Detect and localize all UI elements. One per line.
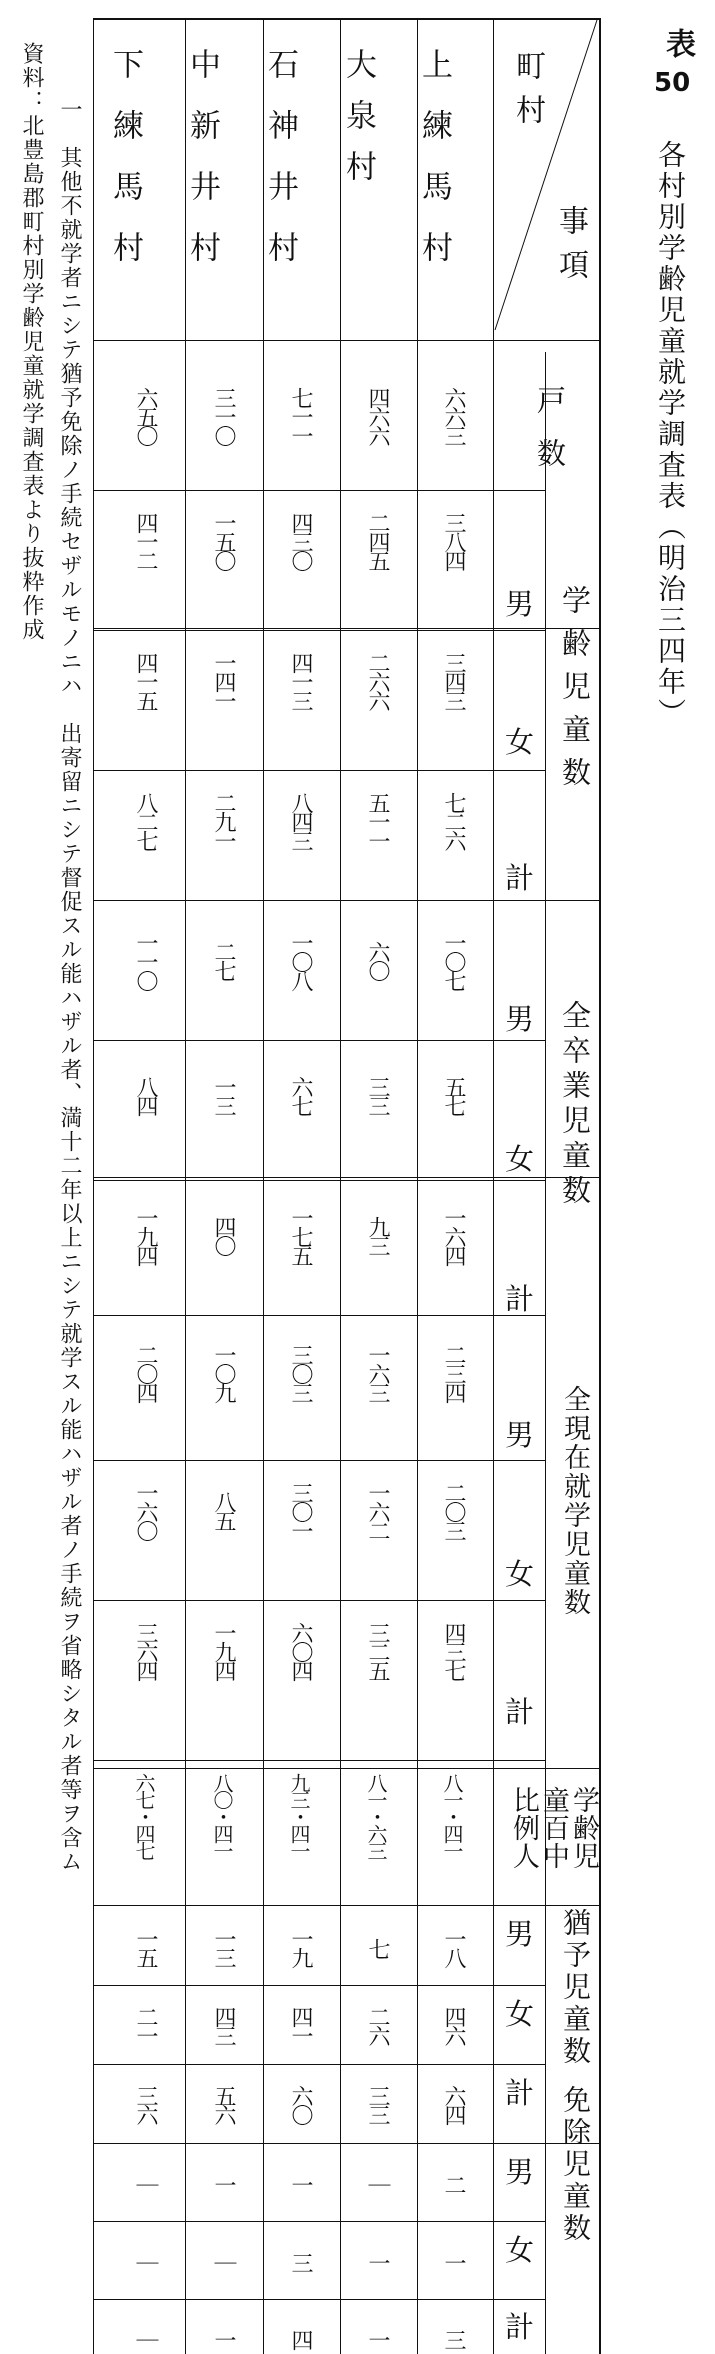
cell-exe-male: 一: [288, 2173, 313, 2193]
cell-exe-female: ｜: [133, 2251, 158, 2271]
source-note: 資料：北豊島郡町村別学齢児童就学調査表より抜粋作成: [19, 42, 44, 642]
cell-grad-male: 一〇八: [288, 931, 313, 989]
cell-enr-total: 六〇四: [288, 1621, 313, 1679]
table-title: 各村別学齢児童就学調査表（明治三四年）: [654, 140, 687, 729]
cell-exe-total: 四: [288, 2328, 313, 2348]
cell-post-male: 一九: [288, 1928, 313, 1966]
cell-grad-total: 九三: [365, 1216, 390, 1254]
table-number: 50: [654, 68, 691, 98]
grad-female-label: 女: [505, 1142, 535, 1176]
cell-grad-total: 四〇: [211, 1216, 236, 1254]
cell-ratio: 八〇・四一: [210, 1772, 234, 1858]
row-border: [93, 1905, 599, 1906]
cell-school-male: 一五〇: [211, 511, 236, 569]
post-male-label: 男: [505, 1917, 535, 1951]
row-border: [93, 490, 545, 491]
row-border: [93, 1460, 545, 1461]
cell-enr-male: 一〇九: [211, 1343, 236, 1401]
cell-grad-total: 一七五: [288, 1206, 313, 1264]
exempted-header: 免除児童数: [559, 2085, 592, 2245]
cell-school-female: 四一三: [288, 651, 313, 709]
cell-exe-total: 一: [211, 2328, 236, 2348]
cell-ratio: 九三・四一: [287, 1772, 311, 1858]
row-border: [93, 1760, 545, 1761]
corner-header-items: 事項: [553, 205, 588, 293]
cell-post-total: 三三: [365, 2085, 390, 2123]
table-label: 表: [660, 28, 695, 58]
cell-school-female: 三四三: [441, 651, 466, 709]
cell-grad-male: 一〇七: [441, 931, 466, 989]
grad-male-label: 男: [505, 1002, 535, 1036]
postponed-header: 猶予児童数: [559, 1908, 592, 2068]
school-age-header: 学齢児童数: [558, 585, 592, 800]
cell-post-male: 一三: [211, 1928, 236, 1966]
footnote: 一 其他不就学者ニシテ猶予免除ノ手続セザルモノニハ 出寄留ニシテ督促スル能ハザル者、満十二年以上ニシテ就学スル能ハザル者ノ手続ヲ省略シタル者等ヲ含ム: [57, 98, 82, 1874]
cell-enr-female: 一六〇: [133, 1481, 158, 1539]
cell-exe-male: 一: [211, 2173, 236, 2193]
village-shimonerima: 下練馬村: [107, 48, 143, 292]
cell-post-female: 四六: [441, 2006, 466, 2044]
cell-households: 六五〇: [133, 386, 158, 444]
exe-male-label: 男: [505, 2155, 535, 2189]
cell-enr-female: 一六二: [365, 1481, 390, 1539]
column-border: [263, 18, 264, 2354]
cell-grad-total: 一九四: [133, 1206, 158, 1264]
ratio-header: 学齢児童百中比例人: [508, 1786, 599, 1870]
village-shakujii: 石神井村: [262, 48, 298, 292]
cell-school-male: 四三〇: [288, 511, 313, 569]
cell-exe-male: 二: [441, 2173, 466, 2193]
row-border: [93, 1600, 545, 1601]
cell-grad-female: 八四: [133, 1076, 158, 1114]
school-male-label: 男: [505, 587, 535, 621]
cell-enr-male: 二三四: [441, 1343, 466, 1401]
cell-exe-female: 三: [288, 2251, 313, 2271]
cell-post-male: 七: [365, 1937, 390, 1957]
cell-grad-total: 一六四: [441, 1206, 466, 1264]
cell-school-male: 四一二: [133, 511, 158, 569]
row-border: [93, 340, 599, 341]
row-border: [93, 1180, 545, 1181]
cell-enr-male: 三〇三: [288, 1343, 313, 1401]
cell-post-total: 六〇: [288, 2085, 313, 2123]
cell-school-female: 四一五: [133, 651, 158, 709]
cell-grad-female: 三三: [365, 1076, 390, 1114]
post-female-label: 女: [505, 1997, 535, 2031]
cell-ratio: 八一・四一: [440, 1772, 464, 1858]
cell-households: 三一〇: [211, 386, 236, 444]
enr-male-label: 男: [505, 1418, 535, 1452]
row-border: [93, 2299, 545, 2300]
cell-exe-female: 一: [365, 2251, 390, 2271]
school-total-label: 計: [505, 861, 535, 895]
column-border: [417, 18, 418, 2354]
cell-enr-total: 一九四: [211, 1621, 236, 1679]
cell-school-female: 一四一: [211, 651, 236, 709]
cell-school-female: 二六六: [365, 651, 390, 709]
cell-enr-total: 四三七: [441, 1621, 466, 1679]
cell-grad-male: 六〇: [365, 941, 390, 979]
cell-exe-total: ｜: [133, 2328, 158, 2348]
row-border: [93, 2064, 545, 2065]
cell-exe-total: 三: [441, 2328, 466, 2348]
row-border: [93, 1985, 545, 1986]
cell-school-total: 五一一: [365, 791, 390, 849]
cell-post-male: 一五: [133, 1928, 158, 1966]
exe-total-label: 計: [505, 2310, 535, 2344]
cell-households: 七一一: [288, 386, 313, 444]
village-nakaarai: 中新井村: [184, 48, 220, 292]
cell-enr-female: 三〇一: [288, 1481, 313, 1539]
cell-exe-male: ｜: [365, 2173, 390, 2193]
row-border: [93, 628, 599, 629]
row-border: [93, 2143, 599, 2144]
column-border: [545, 352, 546, 2354]
cell-grad-female: 六七: [288, 1076, 313, 1114]
cell-post-female: 二一: [133, 2006, 158, 2044]
graduates-header: 全卒業児童数: [558, 1000, 592, 1210]
cell-school-total: 二九一: [211, 791, 236, 849]
village-oizumi: 大泉村: [340, 48, 376, 201]
row-border: [93, 1315, 545, 1316]
cell-exe-female: 一: [441, 2251, 466, 2271]
cell-enr-total: 三六四: [133, 1621, 158, 1679]
cell-grad-female: 一三: [211, 1076, 236, 1114]
row-border: [93, 1768, 599, 1769]
cell-school-male: 三八四: [441, 511, 466, 569]
cell-post-female: 二六: [365, 2006, 390, 2044]
row-border: [93, 630, 545, 631]
cell-exe-female: ｜: [211, 2251, 236, 2271]
row-border: [93, 2221, 545, 2222]
cell-exe-male: ｜: [133, 2173, 158, 2193]
enr-total-label: 計: [505, 1695, 535, 1729]
cell-post-male: 一八: [441, 1928, 466, 1966]
cell-grad-female: 五七: [441, 1076, 466, 1114]
cell-exe-total: 一: [365, 2328, 390, 2348]
village-kaminerima: 上練馬村: [416, 48, 452, 292]
cell-school-total: 八二七: [133, 791, 158, 849]
cell-school-total: 八四三: [288, 791, 313, 849]
cell-school-male: 二四五: [365, 511, 390, 569]
cell-enr-female: 八五: [211, 1491, 236, 1529]
cell-enr-male: 二〇四: [133, 1343, 158, 1401]
cell-grad-male: 一一〇: [133, 931, 158, 989]
cell-enr-female: 二〇三: [441, 1481, 466, 1539]
column-border: [185, 18, 186, 2354]
cell-post-total: 五六: [211, 2085, 236, 2123]
cell-post-total: 六四: [441, 2085, 466, 2123]
cell-households: 四六六: [365, 386, 390, 444]
cell-school-total: 七二六: [441, 791, 466, 849]
post-total-label: 計: [505, 2076, 535, 2110]
grad-total-label: 計: [505, 1282, 535, 1316]
cell-enr-total: 三二五: [365, 1621, 390, 1679]
households-header: 戸数: [533, 385, 567, 491]
cell-post-total: 三六: [133, 2085, 158, 2123]
cell-households: 六六三: [441, 386, 466, 444]
corner-header-villages: 町村: [510, 50, 545, 138]
cell-ratio: 八一・六三: [364, 1772, 388, 1858]
enrolled-header: 全現在就学児童数: [559, 1385, 590, 1617]
cell-grad-male: 二七: [211, 941, 236, 979]
exe-female-label: 女: [505, 2233, 535, 2267]
row-border: [93, 1040, 545, 1041]
cell-post-female: 四一: [288, 2006, 313, 2044]
cell-post-female: 四三: [211, 2006, 236, 2044]
cell-ratio: 六七・四七: [132, 1772, 156, 1858]
row-border: [93, 770, 545, 771]
school-female-label: 女: [505, 725, 535, 759]
enr-female-label: 女: [505, 1557, 535, 1591]
column-border: [340, 18, 341, 2354]
row-border: [93, 900, 599, 901]
cell-enr-male: 一六三: [365, 1343, 390, 1401]
